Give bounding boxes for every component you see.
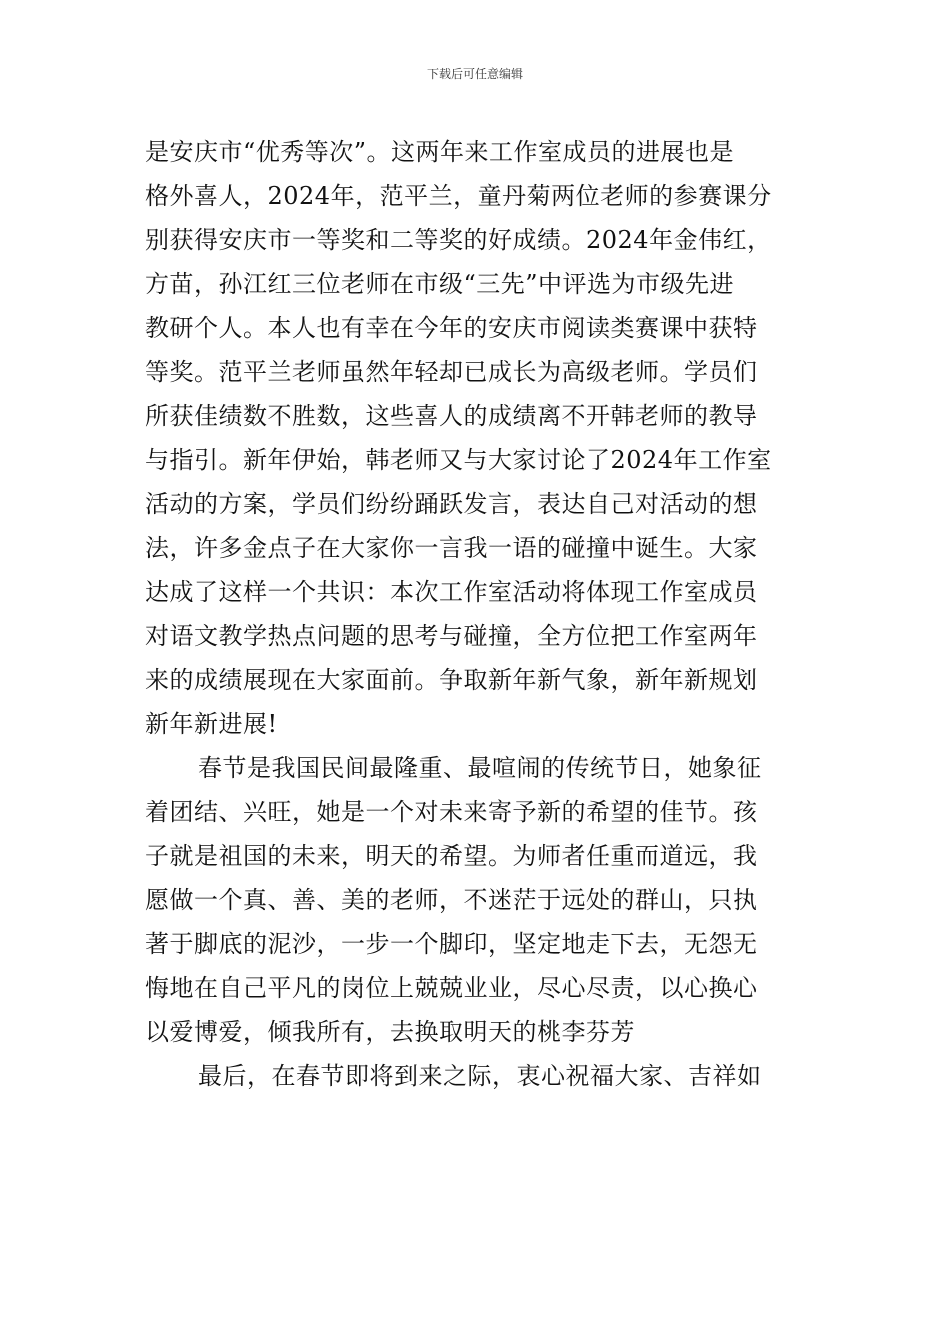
text-line: 别获得安庆市一等奖和二等奖的好成绩。2024年金伟红，: [145, 226, 772, 254]
text-line: 新年新进展!: [145, 710, 278, 738]
page-header: 下载后可任意编辑: [426, 67, 523, 81]
text-line: 著于脚底的泥沙，一步一个脚印，坚定地走下去，无怨无: [145, 930, 758, 958]
paragraph-3: [145, 1054, 810, 1098]
text-line: 格外喜人，2024年，范平兰，童丹菊两位老师的参赛课分: [145, 182, 772, 210]
text-line-first: 最后，在春节即将到来之际，衷心祝福大家、吉祥如: [198, 1062, 762, 1090]
text-line: 与指引。新年伊始，韩老师又与大家讨论了2024年工作室: [145, 446, 772, 474]
document-body: [145, 130, 810, 1098]
paragraph-1: [145, 130, 810, 746]
text-line: 活动的方案，学员们纷纷踊跃发言，表达自己对活动的想: [145, 490, 758, 518]
text-line: 等奖。范平兰老师虽然年轻却已成长为高级老师。学员们: [145, 358, 758, 386]
text-line: 所获佳绩数不胜数，这些喜人的成绩离不开韩老师的教导: [145, 402, 758, 430]
text-line: 悔地在自己平凡的岗位上兢兢业业，尽心尽责，以心换心: [145, 974, 758, 1002]
text-line: 方苗，孙江红三位老师在市级“三先”中评选为市级先进: [145, 270, 735, 298]
text-line: 达成了这样一个共识：本次工作室活动将体现工作室成员: [145, 578, 758, 606]
text-line: 对语文教学热点问题的思考与碰撞，全方位把工作室两年: [145, 622, 758, 650]
text-line-first: 春节是我国民间最隆重、最喧闹的传统节日，她象征: [198, 754, 762, 782]
text-line: 是安庆市“优秀等次”。这两年来工作室成员的进展也是: [145, 138, 735, 166]
text-line: 愿做一个真、善、美的老师，不迷茫于远处的群山，只执: [145, 886, 758, 914]
text-line: 着团结、兴旺，她是一个对未来寄予新的希望的佳节。孩: [145, 798, 758, 826]
paragraph-2: [145, 746, 810, 1054]
text-line: 来的成绩展现在大家面前。争取新年新气象，新年新规划: [145, 666, 758, 694]
text-line: 教研个人。本人也有幸在今年的安庆市阅读类赛课中获特: [145, 314, 758, 342]
text-line: 子就是祖国的未来，明天的希望。为师者任重而道远，我: [145, 842, 758, 870]
text-line: 以爱博爱，倾我所有，去换取明天的桃李芬芳: [145, 1018, 635, 1046]
text-line: 法，许多金点子在大家你一言我一语的碰撞中诞生。大家: [145, 534, 758, 562]
